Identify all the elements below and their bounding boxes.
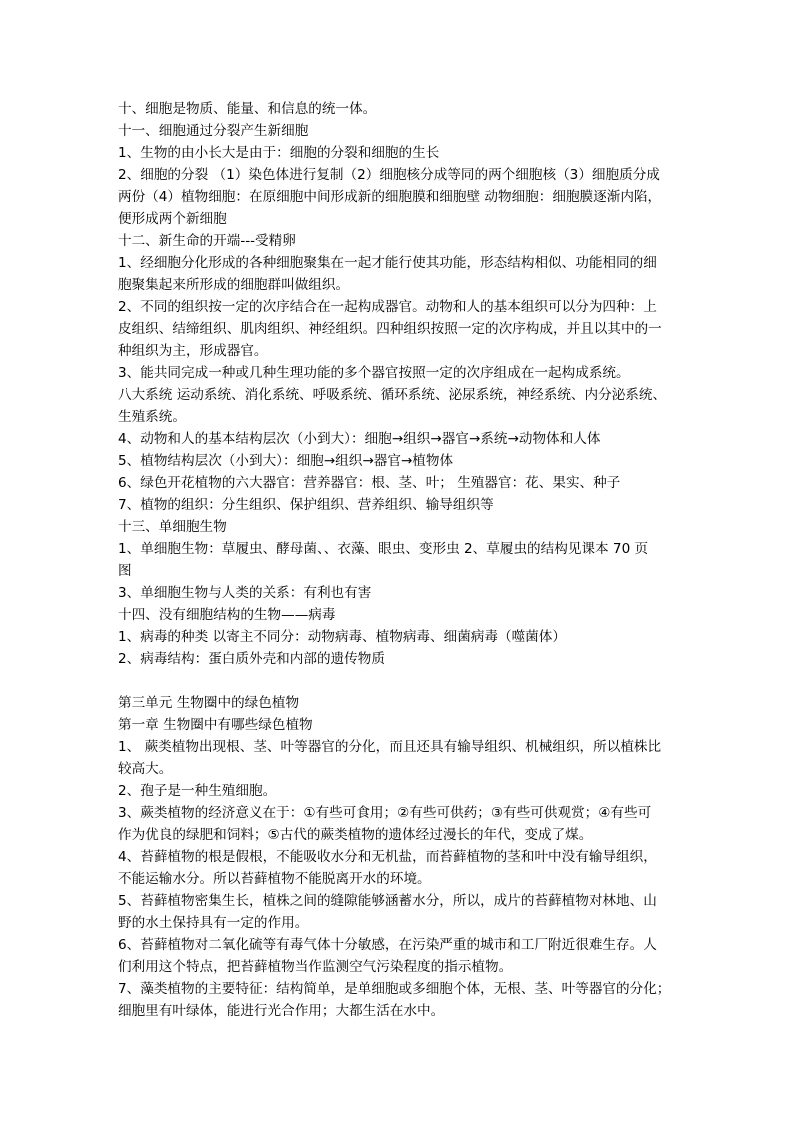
text-line: 较高大。	[118, 761, 173, 777]
text-line: 7、藻类植物的主要特征：结构简单，是单细胞或多细胞个体，无根、茎、叶等器官的分化；	[118, 981, 671, 997]
text-line: 1、生物的由小长大是由于：细胞的分裂和细胞的生长	[118, 145, 440, 161]
text-line: 5、植物结构层次（小到大）：细胞→组织→器官→植物体	[118, 453, 454, 469]
text-line: 十一、细胞通过分裂产生新细胞	[118, 123, 309, 139]
text-line: 3、单细胞生物与人类的关系：有利也有害	[118, 585, 372, 601]
text-line: 八大系统 运动系统、消化系统、呼吸系统、循环系统、泌尿系统，神经系统、内分泌系统、	[118, 387, 667, 403]
text-line: 7、植物的组织：分生组织、保护组织、营养组织、输导组织等	[118, 497, 494, 513]
text-line: 十、细胞是物质、能量、和信息的统一体。	[118, 101, 377, 117]
text-line: 胞聚集起来所形成的细胞群叫做组织。	[118, 277, 350, 293]
text-line: 5、苔藓植物密集生长，植株之间的缝隙能够涵蓄水分，所以，成片的苔藓植物对林地、山	[118, 893, 657, 909]
text-line: 图	[118, 563, 132, 579]
text-line: 细胞里有叶绿体，能进行光合作用；大都生活在水中。	[118, 1003, 445, 1019]
text-line: 十四、没有细胞结构的生物——病毒	[118, 607, 336, 623]
document-page	[118, 98, 678, 1022]
text-line: 6、苔藓植物对二氧化硫等有毒气体十分敏感，在污染严重的城市和工厂附近很难生存。人	[118, 937, 657, 953]
text-line: 第三单元 生物圈中的绿色植物	[118, 695, 300, 711]
text-line: 2、孢子是一种生殖细胞。	[118, 783, 277, 799]
text-line: 不能运输水分。所以苔藓植物不能脱离开水的环境。	[118, 871, 431, 887]
text-line: 便形成两个新细胞	[118, 211, 227, 227]
blank-line	[118, 670, 678, 692]
text-line: 十二、新生命的开端---受精卵	[118, 233, 296, 249]
text-line: 皮组织、结缔组织、肌肉组织、神经组织。四种组织按照一定的次序构成，并且以其中的一	[118, 321, 662, 337]
text-line: 1、病毒的种类 以寄主不同分：动物病毒、植物病毒、细菌病毒（噬菌体）	[118, 629, 566, 645]
text-line: 两份（4）植物细胞：在原细胞中间形成新的细胞膜和细胞壁 动物细胞：细胞膜逐渐内陷，	[118, 189, 662, 205]
text-line: 1、经细胞分化形成的各种细胞聚集在一起才能行使其功能，形态结构相似、功能相同的细	[118, 255, 657, 271]
text-line: 1、 蕨类植物出现根、茎、叶等器官的分化，而且还具有输导组织、机械组织，所以植株比	[118, 739, 662, 755]
text-line: 生殖系统。	[118, 409, 186, 425]
text-line: 十三、单细胞生物	[118, 519, 227, 535]
text-line: 4、动物和人的基本结构层次（小到大）：细胞→组织→器官→系统→动物体和人体	[118, 431, 601, 447]
text-line: 作为优良的绿肥和饲料；⑤古代的蕨类植物的遗体经过漫长的年代，变成了煤。	[118, 827, 593, 843]
text-line: 第一章 生物圈中有哪些绿色植物	[118, 717, 313, 733]
text-line: 1、单细胞生物：草履虫、酵母菌、、衣藻、眼虫、变形虫 2、草履虫的结构见课本 70 页	[118, 541, 649, 557]
text-line: 种组织为主，形成器官。	[118, 343, 268, 359]
text-line: 2、不同的组织按一定的次序结合在一起构成器官。动物和人的基本组织可以分为四种：上	[118, 299, 657, 315]
text-line: 2、细胞的分裂 （1）染色体进行复制（2）细胞核分成等同的两个细胞核（3）细胞质分成	[118, 167, 660, 183]
text-line: 3、能共同完成一种或几种生理功能的多个器官按照一定的次序组成在一起构成系统。	[118, 365, 630, 381]
text-line: 们利用这个特点，把苔藓植物当作监测空气污染程度的指示植物。	[118, 959, 513, 975]
text-line: 4、苔藓植物的根是假根，不能吸收水分和无机盐，而苔藓植物的茎和叶中没有输导组织，	[118, 849, 657, 865]
text-line: 3、蕨类植物的经济意义在于：①有些可食用；②有些可供药；③有些可供观赏；④有些可	[118, 805, 652, 821]
text-line: 野的水土保持具有一定的作用。	[118, 915, 309, 931]
text-line: 6、绿色开花植物的六大器官：营养器官：根、茎、叶； 生殖器官：花、果实、种子	[118, 475, 621, 491]
text-line: 2、病毒结构：蛋白质外壳和内部的遗传物质	[118, 651, 385, 667]
